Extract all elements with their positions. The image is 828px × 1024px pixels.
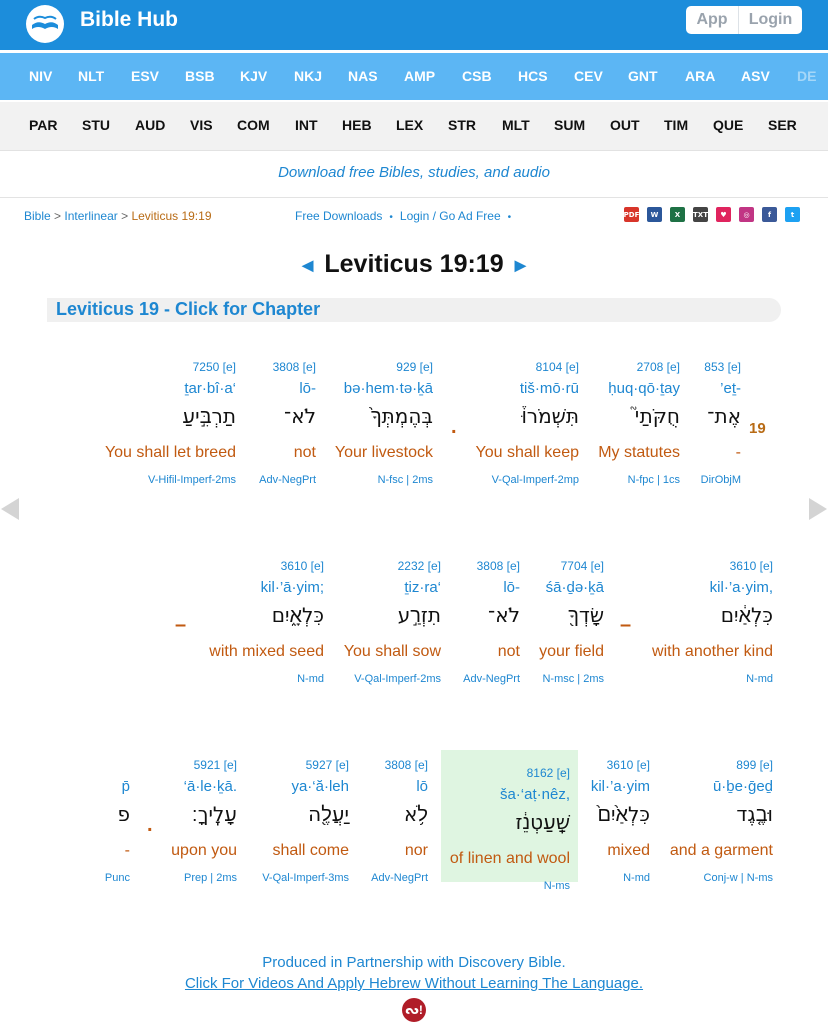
promo-link[interactable]: Click For Videos And Apply Hebrew Without Learning The Language. [184,975,644,992]
grammar-link[interactable]: N-msc | 2ms [542,673,604,685]
strongs-number-link[interactable]: 7250 [e] [192,360,236,374]
pdf-icon[interactable]: PDF [624,207,639,222]
version-tab-kjv[interactable]: KJV [240,68,268,84]
tool-tab-mlt[interactable]: MLT [502,117,530,133]
strongs-number-link[interactable]: 5927 [e] [305,758,349,772]
breadcrumb-current: Leviticus 19:19 [131,209,212,223]
hebrew-word: שַֽׁעַטְנֵ֔ז [515,810,570,834]
grammar-link[interactable]: Adv-NegPrt [371,872,428,884]
transliteration: tiš·mō·rū [519,380,579,397]
grammar-link[interactable]: N-fsc | 2ms [377,474,433,486]
english-gloss: Your livestock [334,444,433,461]
app-button[interactable]: App [686,6,739,34]
transliteration: lō- [299,380,316,397]
login-ad-free-link[interactable]: Login / Go Ad Free [399,209,501,223]
tool-tab-par[interactable]: PAR [29,117,58,133]
version-tab-cev[interactable]: CEV [574,68,603,84]
strongs-number-link[interactable]: 2232 [e] [397,559,441,573]
transliteration: ṯiz·ra‘ [404,579,441,596]
version-tab-nkj[interactable]: NKJ [294,68,323,84]
version-tab-asv[interactable]: ASV [741,68,770,84]
tool-tab-lex[interactable]: LEX [396,117,424,133]
english-gloss: - [124,842,130,859]
interlinear-word [321,360,433,496]
hebrew-word: תִזְרַ֣ע [397,603,441,627]
interlinear-word [653,758,773,894]
hebrew-word: עָלֶֽיךָ׃ [191,802,237,826]
hebrew-word: שָׂדְךָ֖ [568,603,604,627]
top-bar [0,0,828,50]
share-icons [624,207,800,222]
punctuation-dot: . [147,814,153,836]
english-gloss: of linen and wool [449,850,570,867]
login-button[interactable]: Login [748,11,793,28]
english-gloss: My statutes [598,444,680,461]
strongs-number-link[interactable]: 853 [e] [704,360,741,374]
interlinear-word [633,559,773,695]
hebrew-word: כִּלְאַ֙יִם֙ [597,802,650,826]
english-gloss: shall come [272,842,349,859]
english-gloss: You shall sow [343,643,441,660]
grammar-link[interactable]: N-md [623,872,650,884]
discovery-bible-logo-icon[interactable]: ᔓ! [402,998,426,1022]
interlinear-word [239,758,349,894]
transliteration: kil·’a·yim, [709,579,773,596]
version-tab-nas[interactable]: NAS [348,68,378,84]
facebook-icon[interactable]: f [762,207,777,222]
hebrew-word: יַעֲלֶ֖ה [308,802,349,826]
breadcrumb-bible[interactable]: Bible [24,209,51,223]
verse-number[interactable]: 19 [749,420,766,437]
grammar-link[interactable]: V-Qal-Imperf-2mp [491,474,579,486]
hebrew-word: תִּשְׁמֹרוּ֒ [521,404,579,428]
tool-tab-vis[interactable]: VIS [190,117,213,133]
word-icon[interactable]: W [647,207,662,222]
header-links [295,209,518,223]
grammar-link[interactable]: V-Hifil-Imperf-2ms [147,474,236,486]
grammar-link[interactable]: V-Qal-Imperf-3ms [262,872,349,884]
version-tab-esv[interactable]: ESV [131,68,160,84]
interlinear-word [331,559,441,695]
english-gloss: You shall keep [475,444,579,461]
strongs-number-link[interactable]: 3808 [e] [384,758,428,772]
transliteration: lō [416,778,428,795]
english-gloss: - [735,444,741,461]
tool-tab-sum[interactable]: SUM [554,117,586,133]
english-gloss: upon you [171,842,237,859]
prev-page-arrow-icon[interactable] [1,498,19,520]
transliteration: ṯar·bî·a‘ [184,380,236,397]
grammar-link[interactable]: Adv-NegPrt [259,474,316,486]
tool-tab-aud[interactable]: AUD [135,117,166,133]
transliteration: kil·’ā·yim; [260,579,324,596]
strongs-number-link[interactable]: 3610 [e] [729,559,773,573]
hebrew-word: כִּלְאַ֔יִם [720,603,773,627]
interlinear-word [194,559,324,695]
version-nav [0,53,828,100]
english-gloss: with another kind [652,643,773,660]
tool-tab-heb[interactable]: HEB [342,117,372,133]
download-link[interactable]: Download free Bibles, studies, and audio [278,164,550,181]
interlinear-word [86,360,236,496]
partnership-text: Produced in Partnership with Discovery Bible. [262,954,566,971]
version-tab-bsb[interactable]: BSB [185,68,215,84]
interlinear-word [580,360,680,496]
strongs-number-link[interactable]: 3808 [e] [476,559,520,573]
hebrew-word: בְּהֶמְתְּךָ֙ [370,404,433,428]
version-tab-amp[interactable]: AMP [404,68,436,84]
version-tab-nlt[interactable]: NLT [78,68,105,84]
strongs-number-link[interactable]: 899 [e] [736,758,773,772]
next-verse-arrow-icon[interactable]: ► [510,255,531,277]
grammar-link[interactable]: Adv-NegPrt [463,673,520,685]
interlinear-word [441,750,578,892]
transliteration: ū·ḇe·ḡeḏ [712,778,773,795]
strongs-number-link[interactable]: 8162 [e] [526,766,570,780]
hebrew-word: חֻקֹּתַי֮ [634,404,680,428]
english-gloss: mixed [607,842,650,859]
text-file-icon[interactable]: TXT [693,207,708,222]
grammar-link[interactable]: N-fpc | 1cs [627,474,680,486]
excel-icon[interactable]: X [670,207,685,222]
strongs-number-link[interactable]: 3610 [e] [606,758,650,772]
english-gloss: with mixed seed [209,643,324,660]
breadcrumb-interlinear[interactable]: Interlinear [64,209,118,223]
strongs-number-link[interactable]: 929 [e] [396,360,433,374]
breadcrumb [24,209,212,223]
tool-tab-stu[interactable]: STU [82,117,110,133]
header-button-group [686,6,802,34]
english-gloss: not [293,444,316,461]
open-book-logo-icon[interactable] [24,3,66,45]
version-tab-ara[interactable]: ARA [685,68,716,84]
grammar-link[interactable]: N-md [297,673,324,685]
transliteration: ša·‘aṭ·nêz, [499,786,570,803]
transliteration: śā·ḏə·ḵā [545,579,604,596]
strongs-number-link[interactable]: 5921 [e] [193,758,237,772]
transliteration: ’eṯ- [720,380,741,397]
interlinear-word [100,758,130,894]
transliteration: ya·‘ă·leh [291,778,349,795]
next-page-arrow-icon[interactable] [809,498,827,520]
grammar-link[interactable]: Prep | 2ms [184,872,237,884]
divider [0,197,828,198]
tool-tab-ser[interactable]: SER [768,117,797,133]
strongs-number-link[interactable]: 2708 [e] [636,360,680,374]
transliteration: bə·hem·tə·ḵā [343,380,433,397]
interlinear-word [693,360,741,496]
strongs-number-link[interactable]: 7704 [e] [560,559,604,573]
strongs-number-link[interactable]: 8104 [e] [535,360,579,374]
tool-tab-com[interactable]: COM [237,117,270,133]
version-tab-niv[interactable]: NIV [29,68,53,84]
interlinear-word [256,360,316,496]
tool-tab-que[interactable]: QUE [713,117,744,133]
tool-tab-tim[interactable]: TIM [664,117,689,133]
version-tab-hcs[interactable]: HCS [518,68,548,84]
instagram-icon[interactable]: ◎ [739,207,754,222]
hebrew-word: לֹא־ [488,603,520,627]
transliteration: p̄ [121,778,130,795]
interlinear-word [147,758,237,894]
grammar-link[interactable]: N-md [746,673,773,685]
grammar-link[interactable]: Punc [104,872,130,884]
punctuation-dash: – [620,614,632,636]
hebrew-word: פ [117,802,130,826]
prev-verse-arrow-icon[interactable]: ◄ [297,255,318,277]
english-gloss: nor [404,842,428,859]
hebrew-word: תַרְבִּ֣יעַ [182,404,236,428]
hebrew-word: אֶת־ [707,404,741,428]
english-gloss: and a garment [669,842,773,859]
punctuation-dash: – [175,614,187,636]
interlinear-word [358,758,428,894]
transliteration: lō- [503,579,520,596]
breadcrumb-sep: > [50,209,65,223]
breadcrumb-sep: > [117,209,132,223]
twitter-icon[interactable]: t [785,207,800,222]
interlinear-word [450,559,520,695]
hebrew-word: וּבֶ֤גֶד [736,802,773,826]
strongs-number-link[interactable]: 3610 [e] [280,559,324,573]
english-gloss: You shall let breed [104,444,236,461]
interlinear-word [459,360,579,496]
tool-tab-str[interactable]: STR [448,117,476,133]
hebrew-word: לֹא־ [284,404,316,428]
page-title [0,250,828,279]
grammar-link[interactable]: V-Qal-Imperf-2ms [354,673,441,685]
link-separator: • [507,212,512,223]
interlinear-word [524,559,604,695]
chapter-bar [47,298,781,322]
transliteration: ‘ā·le·ḵā. [183,778,237,795]
version-tab-gnt[interactable]: GNT [628,68,658,84]
brand-name[interactable]: Bible Hub [80,8,178,31]
punctuation-dot: . [451,416,457,438]
hebrew-word: לֹ֥א [404,802,428,826]
tool-tab-int[interactable]: INT [295,117,318,133]
tool-nav [0,102,828,151]
free-downloads-link[interactable]: Free Downloads [295,209,383,223]
grammar-link[interactable]: DirObjM [700,474,741,486]
strongs-number-link[interactable]: 3808 [e] [272,360,316,374]
grammar-link[interactable]: N-ms [543,880,570,892]
english-gloss: your field [539,643,604,660]
hebrew-word: כִּלְאָ֑יִם [271,603,324,627]
interlinear-word [580,758,650,894]
tool-tab-out[interactable]: OUT [610,117,640,133]
chapter-link[interactable]: Leviticus 19 - Click for Chapter [56,299,321,319]
english-gloss: not [497,643,520,660]
grammar-link[interactable]: Conj-w | N-ms [703,872,773,884]
heart-icon[interactable]: ♥ [716,207,731,222]
version-tab-csb[interactable]: CSB [462,68,492,84]
transliteration: ḥuq·qō·ṯay [608,380,680,397]
transliteration: kil·’a·yim [590,778,650,795]
link-separator: • [389,212,393,223]
title-text: Leviticus 19:19 [324,250,504,278]
version-tab-de[interactable]: DE [797,68,817,84]
